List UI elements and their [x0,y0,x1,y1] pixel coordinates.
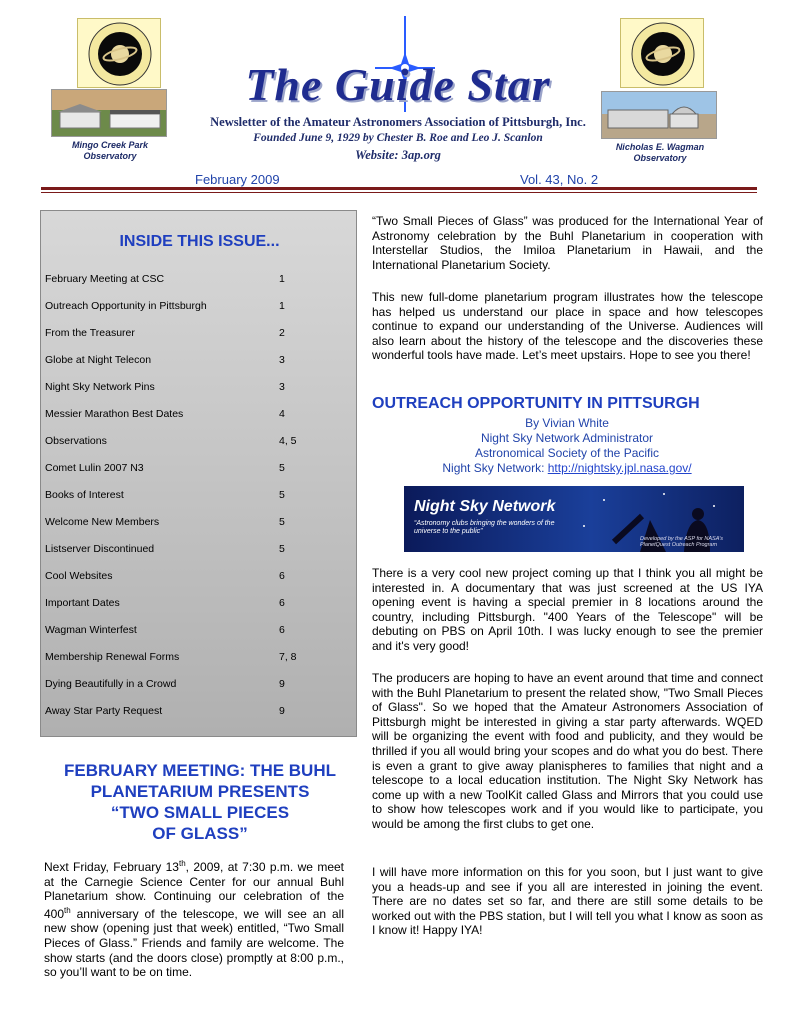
toc-row[interactable] [45,373,345,400]
toc-row[interactable] [45,292,345,319]
headline-line: FEBRUARY MEETING: THE BUHL [64,761,336,780]
banner-credit: Developed by the ASP for NASA’s PlanetQuest Outreach Program [640,536,724,548]
outreach-headline: OUTREACH OPPORTUNITY IN PITTSURGH [372,395,700,412]
toc-page: 3 [279,353,285,366]
toc-row[interactable] [45,400,345,427]
headline-line: OF GLASS” [152,824,248,843]
newsletter-tagline: Newsletter of the Amateur Astronomers Association of Pittsburgh, Inc. [210,115,586,129]
masthead-rule [41,187,757,190]
byline-title: Night Sky Network Administrator [480,431,654,445]
night-sky-network-banner [404,486,744,552]
byline-author: By Vivian White [525,416,609,430]
toc-row[interactable] [45,508,345,535]
article-paragraph: This new full-dome planetarium program illustrates how the telescope has helped us understand our place in space and how telescopes continue to expand our understanding of the Universe. Audiences will also learn about the history of the telescope and the discoveries these wonderful tools have made. Let’s meet upstairs. Hope to see you there! [372,290,763,363]
body-text: anniversary of the telescope, we will see an all new show (opening just that week) entitled, “Two Small Pieces of Glass.” Friends and family are welcome. The show starts (and the doors close) promptly at 8:00 p.m., so you’ll want to be on time. [44,906,344,980]
saturn-seal-icon [621,19,704,88]
toc-title: Membership Renewal Forms [45,650,180,663]
toc-page: 9 [279,677,285,690]
mingo-creek-caption [40,140,180,162]
byline-website [372,461,762,476]
toc-title: Cool Websites [45,569,113,582]
toc-page: 5 [279,515,285,528]
toc-page: 6 [279,569,285,582]
toc-title: Outreach Opportunity in Pittsburgh [45,299,207,312]
toc-row[interactable] [45,346,345,373]
masthead-rule-thin [41,192,757,193]
byline-org: Astronomical Society of the Pacific [474,446,660,460]
toc-page: 5 [279,488,285,501]
toc-page: 7, 8 [279,650,297,663]
article-paragraph: The producers are hoping to have an event around that time and connect with the Buhl Planetarium to present the related show, "Two Small Pieces of Glass". So we hoped that the Amateur Astronomers Association of Pittsburgh might be interested in giving a star party afterwards. WQED will be organizing the event with food and publicity, and they would be thrilled if you all would bring your scopes and do what you do best. There is even a grant to give away planispheres to families that night and a telescope to a local education institution. The Night Sky Network has come up with a new ToolKit called Glass and Mirrors that you could use to show how telescopes work and if you would like to participate, you would be among the first clubs to get one. [372,671,763,831]
toc-title: Observations [45,434,107,447]
toc-row[interactable] [45,589,345,616]
toc-title: Wagman Winterfest [45,623,137,636]
toc-title: Books of Interest [45,488,124,501]
toc-title: Night Sky Network Pins [45,380,155,393]
toc-title: From the Treasurer [45,326,135,339]
caption-line: Nicholas E. Wagman [615,142,705,152]
inside-this-issue-box [40,210,357,737]
toc-title: Important Dates [45,596,120,609]
ordinal-suffix: th [178,859,186,868]
headline-line: “TWO SMALL PIECES [110,803,290,822]
toc-row[interactable] [45,670,345,697]
toc-title: Messier Marathon Best Dates [45,407,184,420]
article-paragraph: “Two Small Pieces of Glass” was produced for the International Year of Astronomy celebration by the Buhl Planetarium in cooperation with Interstellar Studios, the Imiloa Planetarium in Hawaii, and the International Planetarium Society. [372,214,763,272]
mingo-creek-observatory-photo [51,89,167,137]
toc-row[interactable] [45,643,345,670]
caption-line: Observatory [633,153,687,163]
feb-meeting-body [44,857,344,980]
headline-line: PLANETARIUM PRESENTS [90,782,310,801]
toc-row[interactable] [45,697,345,724]
toc-page: 2 [279,326,285,339]
toc-page: 5 [279,461,285,474]
toc-row[interactable] [45,454,345,481]
toc-page: 1 [279,299,285,312]
issue-date: February 2009 [195,172,280,187]
toc-page: 6 [279,596,285,609]
wagman-observatory-photo [601,91,717,139]
toc-title: Dying Beautifully in a Crowd [45,677,177,690]
toc-row[interactable] [45,562,345,589]
toc-title: February Meeting at CSC [45,272,165,285]
association-seal-left [77,18,161,88]
toc-title: Welcome New Members [45,515,160,528]
nightsky-link[interactable]: http://nightsky.jpl.nasa.gov/ [547,461,692,475]
caption-line: Mingo Creek Park [71,140,149,150]
feb-meeting-headline [40,760,360,844]
toc-title: Comet Lulin 2007 N3 [45,461,144,474]
toc-row[interactable] [45,616,345,643]
article-paragraph: There is a very cool new project coming up that I think you all might be interested in. A documentary that was just screened at the US IYA opening event is having a special premier in 8 locations around the country, including Pittsburgh. "400 Years of the Telescope" will be debuting on PBS on April 10th. I was lucky enough to see the premier and it's very good! [372,566,763,653]
article-paragraph: I will have more information on this for you soon, but I just want to give you a heads-up and see if you all are interested in joining the event. There are no dates set so far, and there are still some details to be worked out with the PBS station, but I will tell you what I know as soon as I know it! Happy IYA! [372,865,763,938]
toc-page: 9 [279,704,285,717]
website-label: Night Sky Network: [442,461,548,475]
toc-title: Away Star Party Request [45,704,163,717]
toc-page: 4 [279,407,285,420]
toc-row[interactable] [45,481,345,508]
toc-page: 5 [279,542,285,555]
toc-row[interactable] [45,427,345,454]
inside-title: INSIDE THIS ISSUE... [119,233,280,250]
body-text: , 2009, at 7:30 p.m. we meet at the Carnegie Science Center for our annual Buhl Planetarium show. Continuing our celebration of the 400 [44,860,344,921]
toc-row[interactable] [45,319,345,346]
wagman-caption [590,142,730,164]
toc-row[interactable] [45,265,345,292]
toc-page: 3 [279,380,285,393]
website-line: Website: 3ap.org [355,148,441,162]
caption-line: Observatory [83,151,137,161]
newsletter-title: The Guide Star [245,59,551,110]
toc-title: Globe at Night Telecon [45,353,152,366]
body-text: Next Friday, February 13 [44,860,179,874]
founded-line: Founded June 9, 1929 by Chester B. Roe and Leo J. Scanlon [253,132,543,144]
issue-volume: Vol. 43, No. 2 [520,172,599,187]
toc-page: 6 [279,623,285,636]
toc-row[interactable] [45,535,345,562]
toc-page: 4, 5 [279,434,297,447]
table-of-contents [45,265,345,724]
ordinal-suffix: th [64,905,71,915]
association-seal-right [620,18,704,88]
saturn-seal-icon [78,19,161,88]
banner-subtitle: “Astronomy clubs bringing the wonders of the universe to the public” [414,520,555,535]
toc-title: Listserver Discontinued [45,542,155,555]
masthead [0,0,796,196]
toc-page: 1 [279,272,285,285]
banner-title: Night Sky Network [414,498,556,515]
